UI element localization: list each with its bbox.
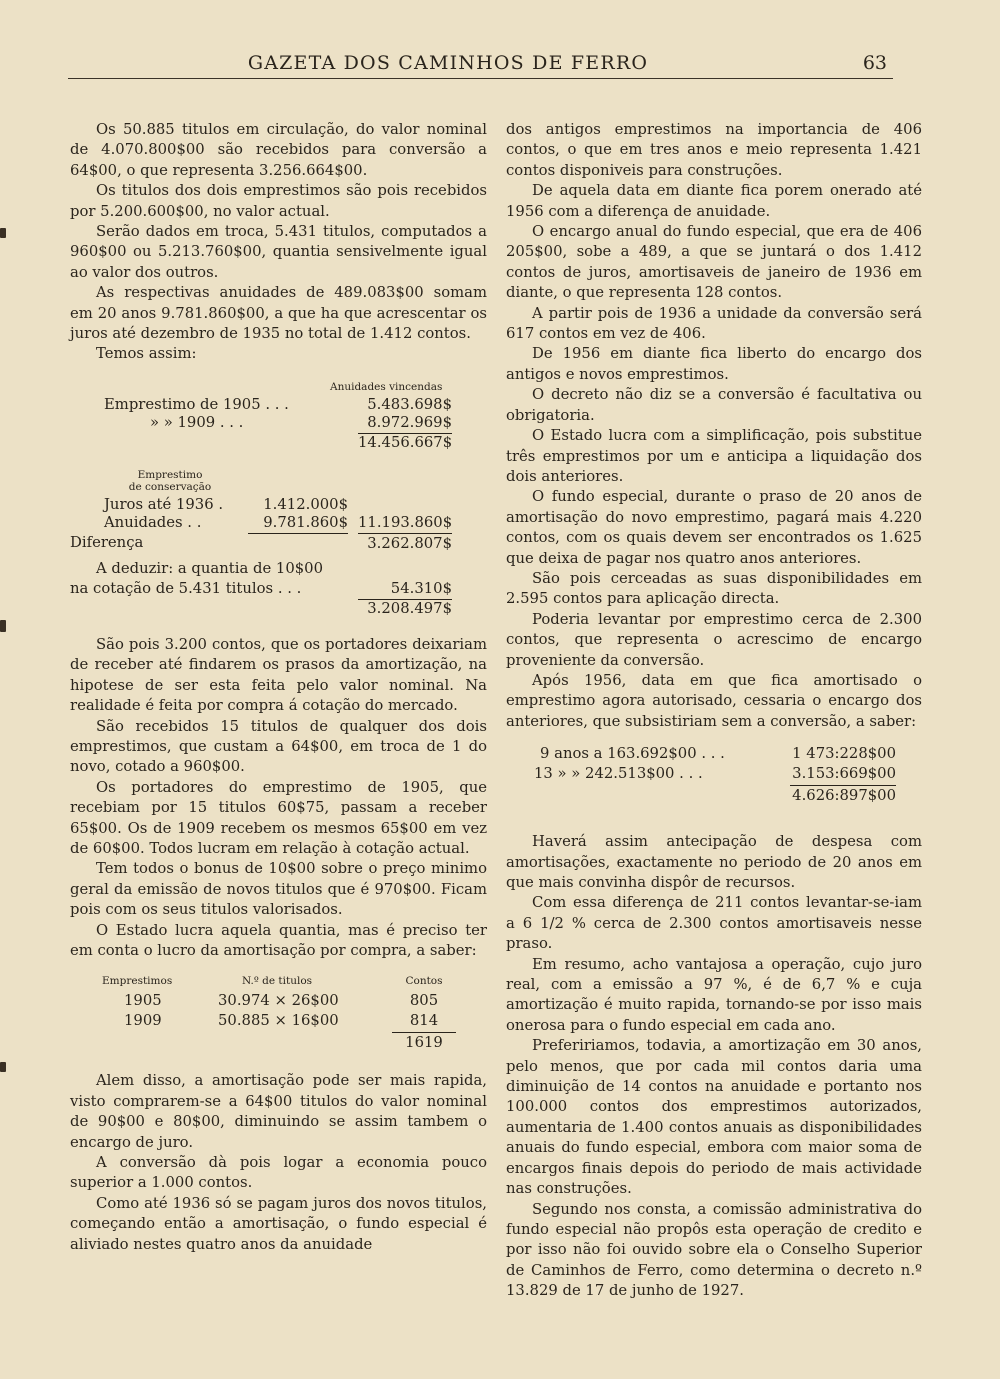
table-cell: 30.974 × 26$00 xyxy=(218,992,339,1010)
table-row-label: 13 » » 242.513$00 . . . xyxy=(534,765,703,783)
page-edge-mark xyxy=(0,228,6,238)
table-column-header: Anuidades vincendas xyxy=(330,380,443,393)
table-column-header: N.º de titulos xyxy=(242,975,313,988)
page-edge-mark xyxy=(0,620,6,632)
table-cell: 9.781.860$ xyxy=(248,513,348,534)
subsisting-charges-table xyxy=(506,732,922,832)
page-number: 63 xyxy=(862,52,887,74)
paragraph: A conversão dà pois logar a economia pouco superior a 1.000 contos. xyxy=(70,1154,487,1192)
right-column xyxy=(506,120,922,1302)
table-cell: 3.262.807$ xyxy=(358,533,452,554)
paragraph: Temos assim: xyxy=(96,345,197,363)
table-cell: 11.193.860$ xyxy=(358,513,453,531)
paragraph: A partir pois de 1936 a unidade da conversão será 617 contos em vez de 406. xyxy=(506,304,922,343)
paragraph: Os 50.885 titulos em circulação, do valor nominal de 4.070.800$00 são recebidos para conversão a 64$00, o que representa 3.256.664$00. xyxy=(70,121,487,179)
left-column xyxy=(70,120,487,1255)
paragraph: Haverá assim antecipação de despesa com amortisações, exactamente no periodo de 20 anos em que mais convinha dispôr de recursos. xyxy=(506,833,922,891)
table-cell: 814 xyxy=(392,1011,456,1032)
table-total: 3.208.497$ xyxy=(367,599,452,617)
table-subtotal: 14.456.667$ xyxy=(358,433,453,451)
paragraph: dos antigos emprestimos na importancia de 406 contos, o que em tres anos e meio representa 1.421 contos disponiveis para construções. xyxy=(506,121,922,179)
table-total: 1619 xyxy=(405,1034,443,1052)
paragraph: De 1956 em diante fica liberto do encargo dos antigos e novos emprestimos. xyxy=(506,345,922,383)
paragraph: São pois cerceadas as suas disponibilidades em 2.595 contos para aplicação directa. xyxy=(506,569,922,608)
table-row-label: Emprestimo de 1905 . . . xyxy=(104,395,289,413)
paragraph: O Estado lucra com a simplificação, pois substitue três emprestimos por um e anticipa a liquidação dos dois anteriores. xyxy=(506,427,922,485)
table-row-label: Anuidades . . xyxy=(104,513,202,531)
paragraph: O Estado lucra aquela quantia, mas é preciso ter em conta o lucro da amortisação por compra, a saber: xyxy=(70,921,487,959)
table-cell: 8.972.969$ xyxy=(358,413,452,434)
table-column-header: Contos xyxy=(405,975,443,988)
amortisation-table xyxy=(70,961,487,1071)
table-cell: 3.153:669$00 xyxy=(790,764,896,785)
paragraph: Segundo nos consta, a comissão administrativa do fundo especial não propôs esta operação de credito e por isso não foi ouvido sobre ela o Conselho Superior de Caminhos de Ferro, como determina o decreto n.º 13.829 de 17 de junho de 1927. xyxy=(506,1200,922,1300)
table-row-label: A deduzir: a quantia de 10$00 xyxy=(96,559,323,577)
table-cell: 1.412.000$ xyxy=(263,495,348,513)
paragraph: Poderia levantar por emprestimo cerca de 2.300 contos, que representa o acrescimo de encargo proveniente da conversão. xyxy=(506,610,922,669)
table-cell: 5.483.698$ xyxy=(367,395,452,413)
table-column-header: Emprestimos xyxy=(102,975,173,988)
paragraph: Prefeririamos, todavia, a amortização em 30 anos, pelo menos, que por cada mil contos daria uma diminuição de 14 contos na anuidade e portanto nos 100.000 contos dos emprestimos autorizados, aumentaria de 1.400 contos anuais as disponibilidades anuais do fundo especial, embora com maior soma de encargos finais depois do periodo de mais actividade nas construções. xyxy=(506,1037,922,1198)
table-subheader: Emprestimo xyxy=(137,468,203,481)
paragraph: Após 1956, data em que fica amortisado o emprestimo agora autorisado, cessaria o encargo dos anteriores, que subsistiriam sem a conversão, a saber: xyxy=(506,671,922,730)
paragraph: São pois 3.200 contos, que os portadores deixariam de receber até findarem os prasos da amortização, na hipotese de ser esta feita pelo valor nominal. Na realidade é feita por compra á cotação do mercado. xyxy=(70,635,487,715)
table-total: 4.626:897$00 xyxy=(792,787,896,805)
paragraph: Alem disso, a amortisação pode ser mais rapida, visto comprarem-se a 64$00 titulos do valor nominal de 90$00 e 80$00, diminuindo se assim tambem o encargo de juro. xyxy=(70,1072,487,1151)
table-row-label: Juros até 1936 . xyxy=(104,495,224,513)
paragraph: De aquela data em diante fica porem onerado até 1956 com a diferença de anuidade. xyxy=(506,182,922,220)
paragraph: O encargo anual do fundo especial, que era de 406 205$00, sobe a 489, a que se juntará o dos 1.412 contos de juros, amortisaveis de janeiro de 1936 em diante, o que representa 128 contos. xyxy=(506,223,922,302)
table-row-label: 9 anos a 163.692$00 . . . xyxy=(540,745,725,763)
table-row-label: Diferença xyxy=(70,533,144,551)
table-cell: 1909 xyxy=(124,1012,162,1030)
journal-title: GAZETA DOS CAMINHOS DE FERRO xyxy=(247,52,649,74)
paragraph: Os portadores do emprestimo de 1905, que recebiam por 15 titulos 60$75, passam a receber 65$00. Os de 1909 recebem os mesmos 65$00 em vez de 60$00. Todos lucram em relação à cotação actual. xyxy=(70,778,487,857)
table-cell: 1905 xyxy=(124,992,162,1010)
paragraph: Com essa diferença de 211 contos levantar-se-iam a 6 1/2 % cerca de 2.300 contos amortisaveis nesse praso. xyxy=(506,894,922,953)
paragraph: O decreto não diz se a conversão é facultativa ou obrigatoria. xyxy=(506,386,922,424)
paragraph: São recebidos 15 titulos de qualquer dos dois emprestimos, que custam a 64$00, em troca de 1 do novo, cotado a 960$00. xyxy=(70,717,487,776)
paragraph: Como até 1936 só se pagam juros dos novos titulos, começando então a amortisação, o fundo especial é aliviado nestes quatro anos da anuidade xyxy=(70,1194,487,1253)
table-cell: 50.885 × 16$00 xyxy=(218,1012,339,1030)
table-cell: 1 473:228$00 xyxy=(792,745,896,763)
paragraph: Serão dados em troca, 5.431 titulos, computados a 960$00 ou 5.213.760$00, quantia sensivelmente igual ao valor dos outros. xyxy=(70,223,487,281)
paragraph: O fundo especial, durante o praso de 20 anos de amortisação do novo emprestimo, pagará mais 4.220 contos, com os quais devem ser encontrados os 1.625 que deixa de pagar nos quatro anos anteriores. xyxy=(506,488,922,567)
table-row-label: na cotação de 5.431 titulos . . . xyxy=(70,579,302,597)
paragraph: Os titulos dos dois emprestimos são pois recebidos por 5.200.600$00, no valor actual. xyxy=(70,182,487,220)
table-subheader: de conservação xyxy=(128,480,212,493)
table-cell: 805 xyxy=(409,992,439,1010)
paragraph: Em resumo, acho vantajosa a operação, cujo juro real, com a emissão a 97 %, é de 6,7 % e cuja amortização é muito rapida, tornando-se por isso mais onerosa para o fundo especial em cada ano. xyxy=(506,955,922,1034)
table-cell: 54.310$ xyxy=(358,579,452,600)
paragraph: Tem todos o bonus de 10$00 sobre o preço minimo geral da emissão de novos titulos que é 970$00. Ficam pois com os seus titulos valorisados. xyxy=(70,860,487,919)
page-header xyxy=(68,50,893,79)
page-edge-mark xyxy=(0,1062,6,1072)
table-row-label: » » 1909 . . . xyxy=(150,413,244,431)
paragraph: As respectivas anuidades de 489.083$00 somam em 20 anos 9.781.860$00, a que ha que acrescentar os juros até dezembro de 1935 no total de 1.412 contos. xyxy=(70,284,487,343)
annuities-table xyxy=(70,367,487,635)
